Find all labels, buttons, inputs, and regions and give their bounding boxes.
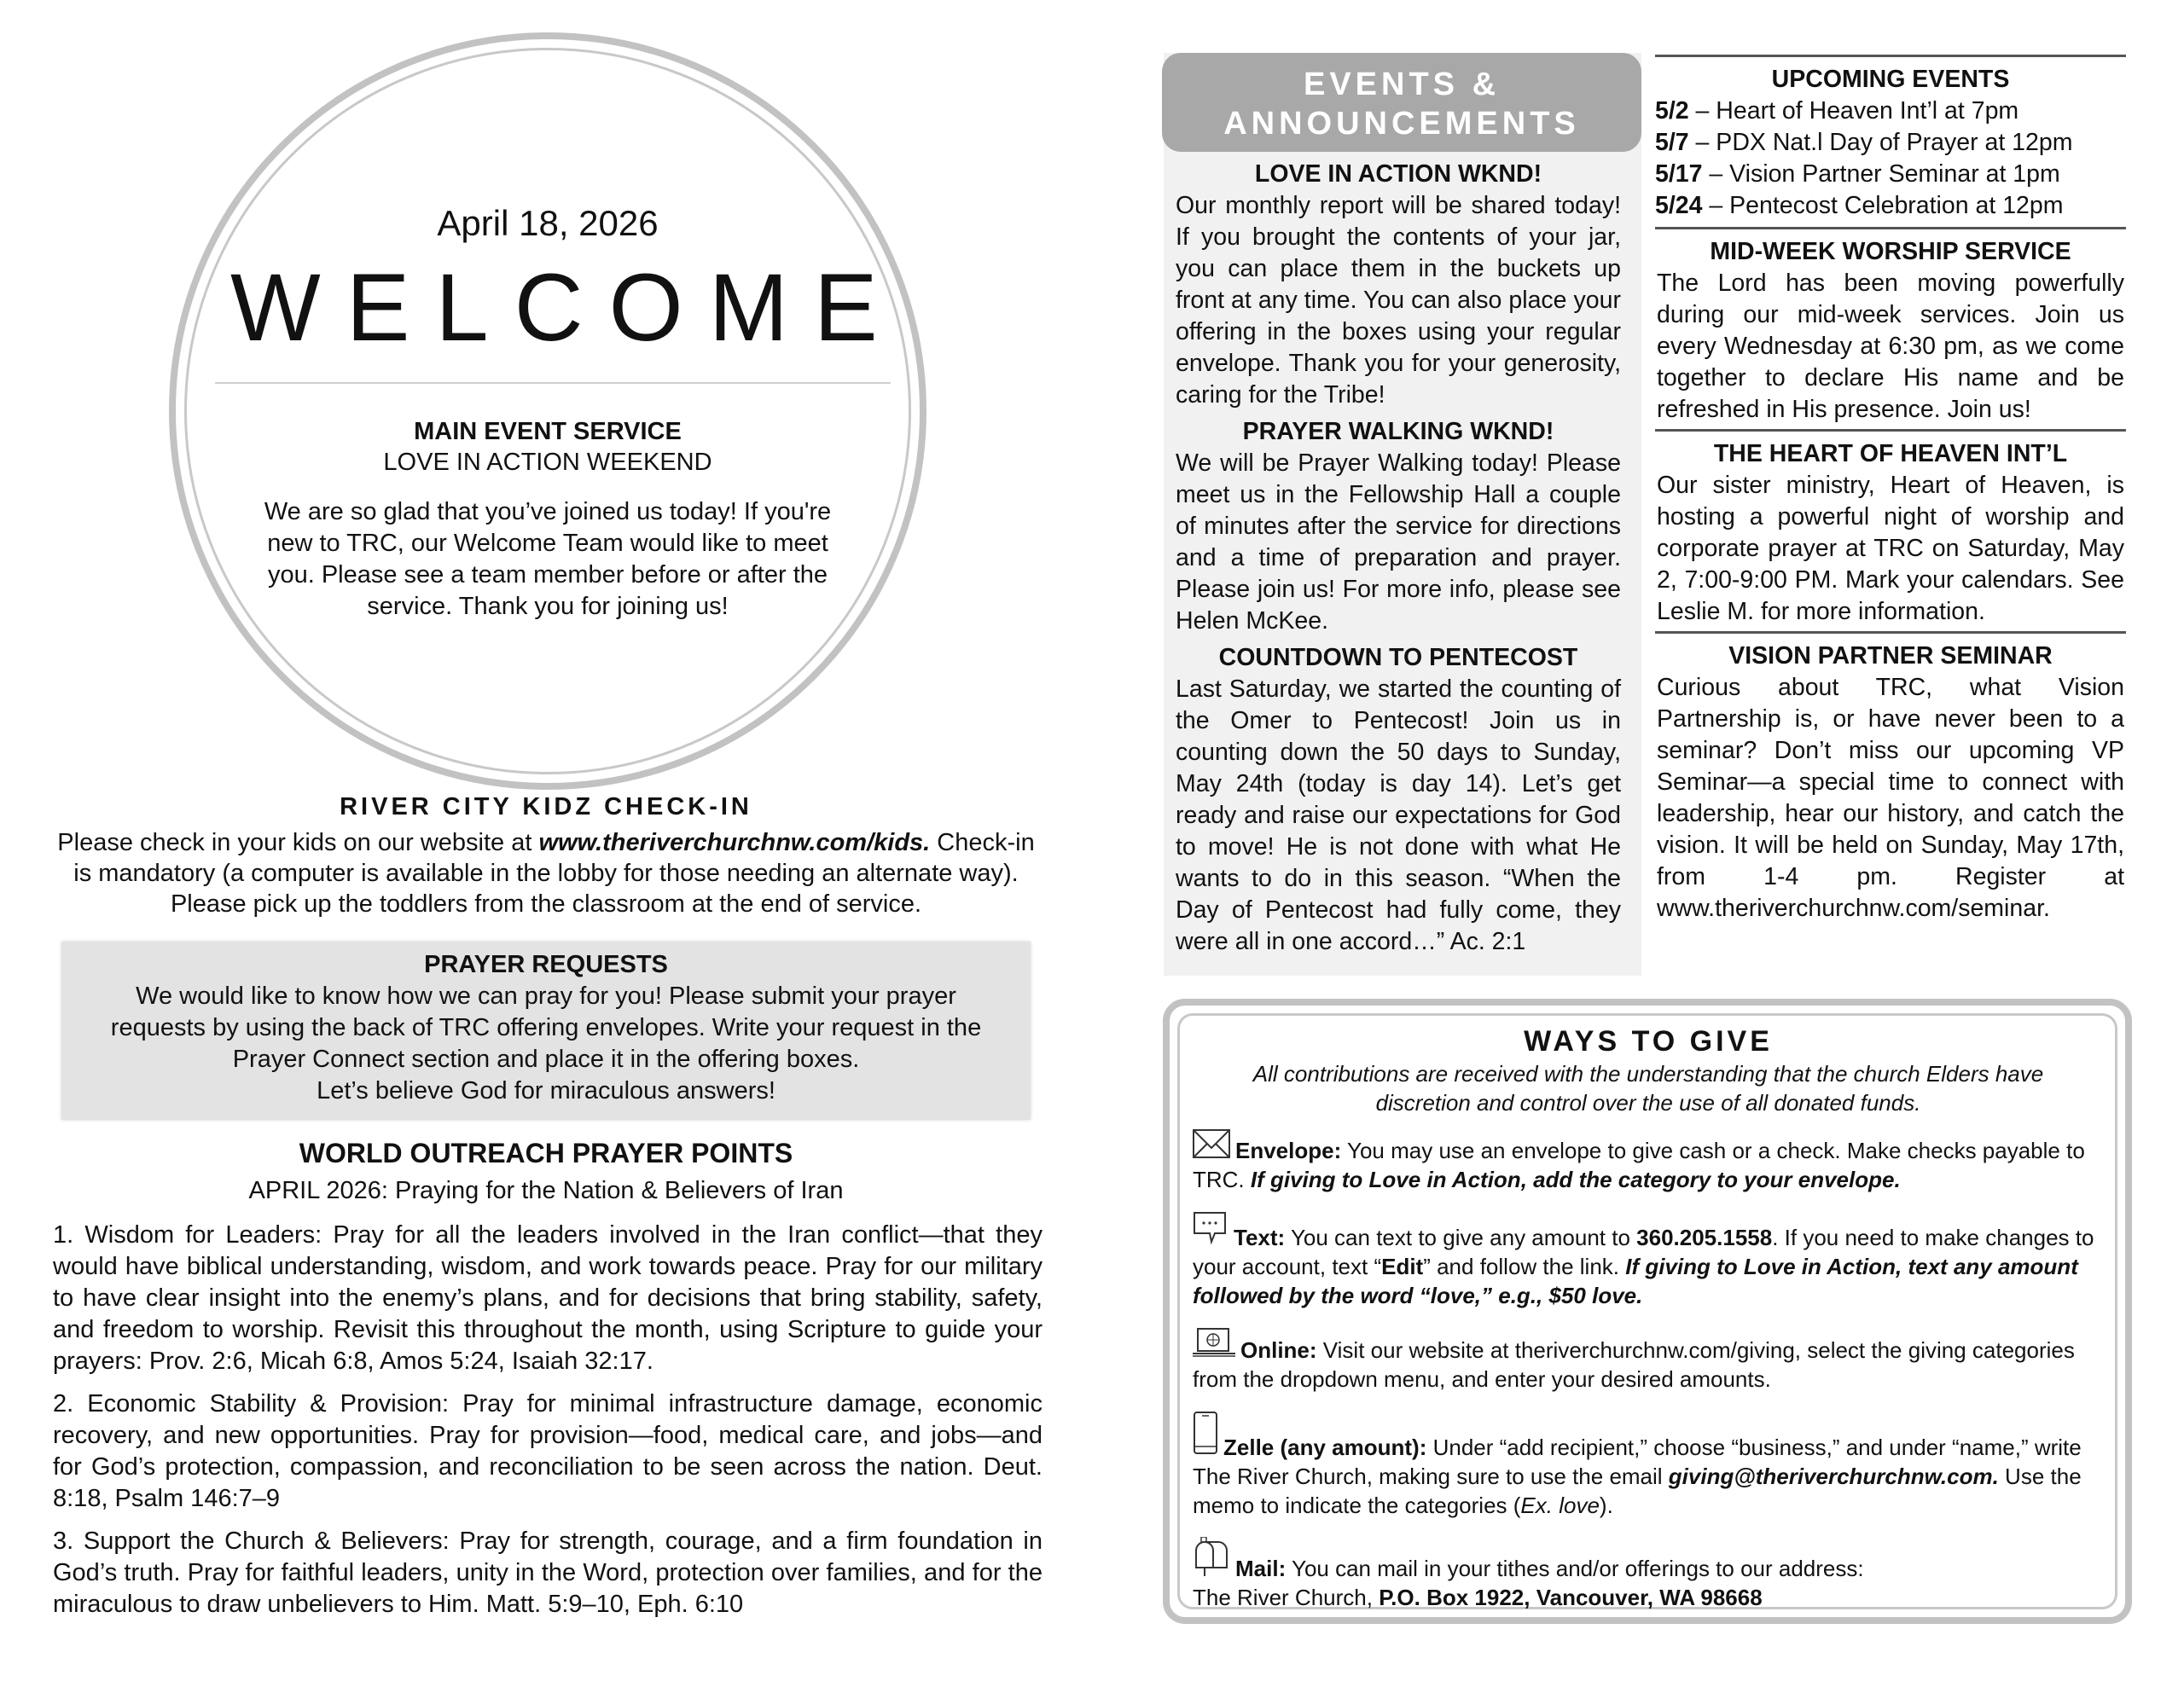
world-outreach-points	[53, 1220, 1043, 1632]
world-outreach-title: WORLD OUTREACH PRAYER POINTS	[299, 1138, 793, 1168]
envelope-icon	[1193, 1129, 1230, 1165]
mailbox-icon	[1193, 1537, 1230, 1583]
upcoming-event	[1655, 190, 2126, 222]
events-list	[1176, 155, 1621, 963]
give-zelle	[1193, 1411, 2104, 1520]
give-text-body: . If you need to make changes to your account, text “	[1193, 1225, 2094, 1279]
welcome-title: WELCOME	[230, 254, 903, 361]
section-body: The Lord has been moving powerfully during our mid-week services. Join us every Wednesday at 6:30 pm, as we come together to declare His name and be refreshed in His presence. Join us!	[1657, 270, 2124, 423]
event-body: Last Saturday, we started the counting of the Omer to Pentecost! Join us in counting down the 50 days to Sunday, May 24th (today is day 14). Let’s get ready and raise our expectations for God to move! He is not done with what He wants to do in this season. “When the Day of Pentecost had fully come, they were all in one accord…” Ac. 2:1	[1176, 675, 1621, 955]
give-mail-address: P.O. Box 1922, Vancouver, WA 98668	[1379, 1585, 1763, 1610]
section-title: MID-WEEK WORSHIP SERVICE	[1710, 238, 2071, 265]
give-text-phone[interactable]: 360.205.1558	[1636, 1225, 1773, 1250]
ways-to-give	[1193, 1022, 2104, 1629]
upcoming-event	[1655, 159, 2126, 190]
upcoming-event-text: – Heart of Heaven Int’l at 7pm	[1688, 97, 2019, 125]
upcoming-event-date: 5/7	[1655, 129, 1689, 156]
divider	[1655, 227, 2126, 229]
kidz-checkin-body	[51, 827, 1041, 919]
event-body: We will be Prayer Walking today! Please meet us in the Fellowship Hall a couple of minutes after the service for directions and a time of preparation and prayer. Please join us! For more info, please see Helen McKee.	[1176, 449, 1621, 635]
service-subtitle: LOVE IN ACTION WEEKEND	[383, 449, 712, 476]
give-online	[1193, 1327, 2104, 1394]
events-header	[1162, 53, 1641, 152]
event-title: COUNTDOWN TO PENTECOST	[1218, 644, 1578, 671]
upcoming-event-date: 5/24	[1655, 192, 1703, 219]
event-body: Our monthly report will be shared today! If you brought the contents of your jar, you can place them in the buckets up front at any time. You can also place your offering in the boxes using your regular envelope. Thank you for your generosity, caring for the Tribe!	[1176, 192, 1621, 409]
events-header-line1: EVENTS &	[1303, 67, 1501, 102]
phone-icon	[1193, 1411, 1218, 1462]
give-text-body: You can text to give any amount to	[1285, 1225, 1637, 1250]
give-zelle-label: Zelle (any amount):	[1223, 1435, 1427, 1460]
section-body: Curious about TRC, what Vision Partnership is, or have never been to a seminar? Don’t miss our upcoming VP Seminar—a special time to connect with leadership, hear our history, and catch the vision. It will be held on Sunday, May 17th, from 1-4 pm. Register at www.theriverchurchnw.com/seminar.	[1657, 674, 2124, 922]
upcoming-event	[1655, 96, 2126, 127]
give-mail-label: Mail:	[1235, 1556, 1287, 1581]
divider	[1655, 429, 2126, 432]
divider	[1655, 55, 2126, 57]
welcome-circle-inner	[184, 48, 911, 774]
upcoming-event-date: 5/17	[1655, 160, 1703, 188]
prayer-requests-body: We would like to know how we can pray for you! Please submit your prayer requests by using the back of TRC offering envelopes. Write your request in the Prayer Connect section and place it in the offering boxes.	[110, 983, 982, 1073]
upcoming-event-text: – Pentecost Celebration at 12pm	[1702, 192, 2064, 219]
give-zelle-text: Under “add recipient,” choose “business,” and under “name,” write The River Church, making sure to use the email	[1193, 1435, 2082, 1489]
section-body: Our sister ministry, Heart of Heaven, is hosting a powerful night of worship and corporate prayer at TRC on Saturday, May 2, 7:00-9:00 PM. Mark your calendars. See Leslie M. for more information.	[1657, 472, 2124, 625]
upcoming-event	[1655, 127, 2126, 159]
give-envelope-label: Envelope:	[1235, 1138, 1342, 1163]
event-title: LOVE IN ACTION WKND!	[1254, 160, 1542, 188]
prayer-requests-box	[61, 942, 1031, 1120]
upcoming-event-text: – PDX Nat.l Day of Prayer at 12pm	[1688, 129, 2073, 156]
give-text-label: Text:	[1234, 1225, 1286, 1250]
give-zelle-text: Use the memo to indicate the categories (	[1193, 1464, 2082, 1518]
kidz-checkin-link[interactable]: www.theriverchurchnw.com/kids.	[538, 829, 931, 856]
event-title: PRAYER WALKING WKND!	[1242, 418, 1554, 445]
welcome-body: We are so glad that you’ve joined us today! If you're new to TRC, our Welcome Team would like to meet you. Please see a team member before or after the service. Thank you for joining us!	[264, 498, 832, 620]
upcoming-event-date: 5/2	[1655, 97, 1689, 125]
give-envelope-emphasis: If giving to Love in Action, add the category to your envelope.	[1250, 1167, 1901, 1192]
give-text	[1193, 1211, 2104, 1310]
upcoming-event-text: – Vision Partner Seminar at 1pm	[1702, 160, 2060, 188]
give-zelle-email[interactable]: giving@theriverchurchnw.com.	[1668, 1464, 1999, 1489]
give-text-emphasis: If giving to Love in Action, text any amount followed by the word “love,” e.g., $50 love.	[1193, 1254, 2078, 1308]
laptop-globe-icon	[1193, 1327, 1235, 1365]
ways-to-give-note: All contributions are received with the understanding that the church Elders have discretion and control over the use of all donated funds.	[1252, 1061, 2044, 1116]
chat-bubble-icon	[1193, 1211, 1228, 1252]
right-column	[1655, 55, 2126, 928]
prayer-point: 2. Economic Stability & Provision: Pray for minimal infrastructure damage, economic recovery, and new opportunities. Pray for provision—food, medical care, and jobs—and for God’s protection, compassion, and reconciliation to be seen across the nation. Deut. 8:18, Psalm 146:7–9	[53, 1390, 1043, 1512]
events-header-line2: ANNOUNCEMENTS	[1223, 106, 1580, 142]
prayer-requests-closing: Let’s believe God for miraculous answers!	[317, 1077, 775, 1104]
section-title: VISION PARTNER SEMINAR	[1728, 642, 2053, 670]
upcoming-events-title: UPCOMING EVENTS	[1771, 66, 2010, 93]
give-mail	[1193, 1537, 2104, 1612]
world-outreach-subtitle: APRIL 2026: Praying for the Nation & Believers of Iran	[248, 1177, 844, 1204]
give-text-body: ” and follow the link.	[1423, 1254, 1626, 1279]
kidz-checkin-title: RIVER CITY KIDZ CHECK-IN	[340, 793, 752, 820]
give-zelle-example: Ex. love	[1520, 1493, 1600, 1518]
give-envelope	[1193, 1129, 2104, 1194]
section-title: THE HEART OF HEAVEN INT’L	[1713, 440, 2068, 467]
ways-to-give-title: WAYS TO GIVE	[1524, 1025, 1773, 1058]
give-mail-address-name: The River Church,	[1193, 1585, 1380, 1610]
give-mail-text: You can mail in your tithes and/or offerings to our address:	[1286, 1556, 1864, 1581]
give-text-edit-keyword: Edit	[1381, 1254, 1424, 1279]
kidz-text-post: Check-in is mandatory (a computer is available in the lobby for those needing an alternate way). Please pick up the toddlers from the classroom at the end of service.	[73, 829, 1035, 918]
prayer-point: 1. Wisdom for Leaders: Pray for all the leaders involved in the Iran conflict—that they would have biblical understanding, wisdom, and work towards peace. Pray for our military to have clear insight into the enemy’s plans, and for decisions that bring stability, safety, and freedom to worship. Revisit this throughout the month, using Scripture to guide your prayers: Prov. 2:6, Micah 6:8, Amos 5:24, Isaiah 32:17.	[53, 1221, 1043, 1375]
kidz-text-pre: Please check in your kids on our website at	[57, 829, 539, 856]
prayer-requests-title: PRAYER REQUESTS	[424, 951, 668, 978]
prayer-point: 3. Support the Church & Believers: Pray for strength, courage, and a firm foundation in God’s truth. Pray for faithful leaders, unity in the Word, protection over families, and for the miraculous to draw unbelievers to Him. Matt. 5:9–10, Eph. 6:10	[53, 1528, 1043, 1618]
give-envelope-text: You may use an envelope to give cash or a check. Make checks payable to TRC.	[1193, 1138, 2085, 1192]
service-title: MAIN EVENT SERVICE	[414, 418, 682, 445]
divider	[1655, 631, 2126, 634]
give-online-text: Visit our website at theriverchurchnw.com/giving, select the giving categories from the dropdown menu, and enter your desired amounts.	[1193, 1337, 2075, 1392]
divider	[215, 382, 891, 384]
bulletin-date: April 18, 2026	[437, 203, 659, 243]
give-online-label: Online:	[1240, 1337, 1317, 1363]
give-zelle-text: ).	[1599, 1493, 1613, 1518]
